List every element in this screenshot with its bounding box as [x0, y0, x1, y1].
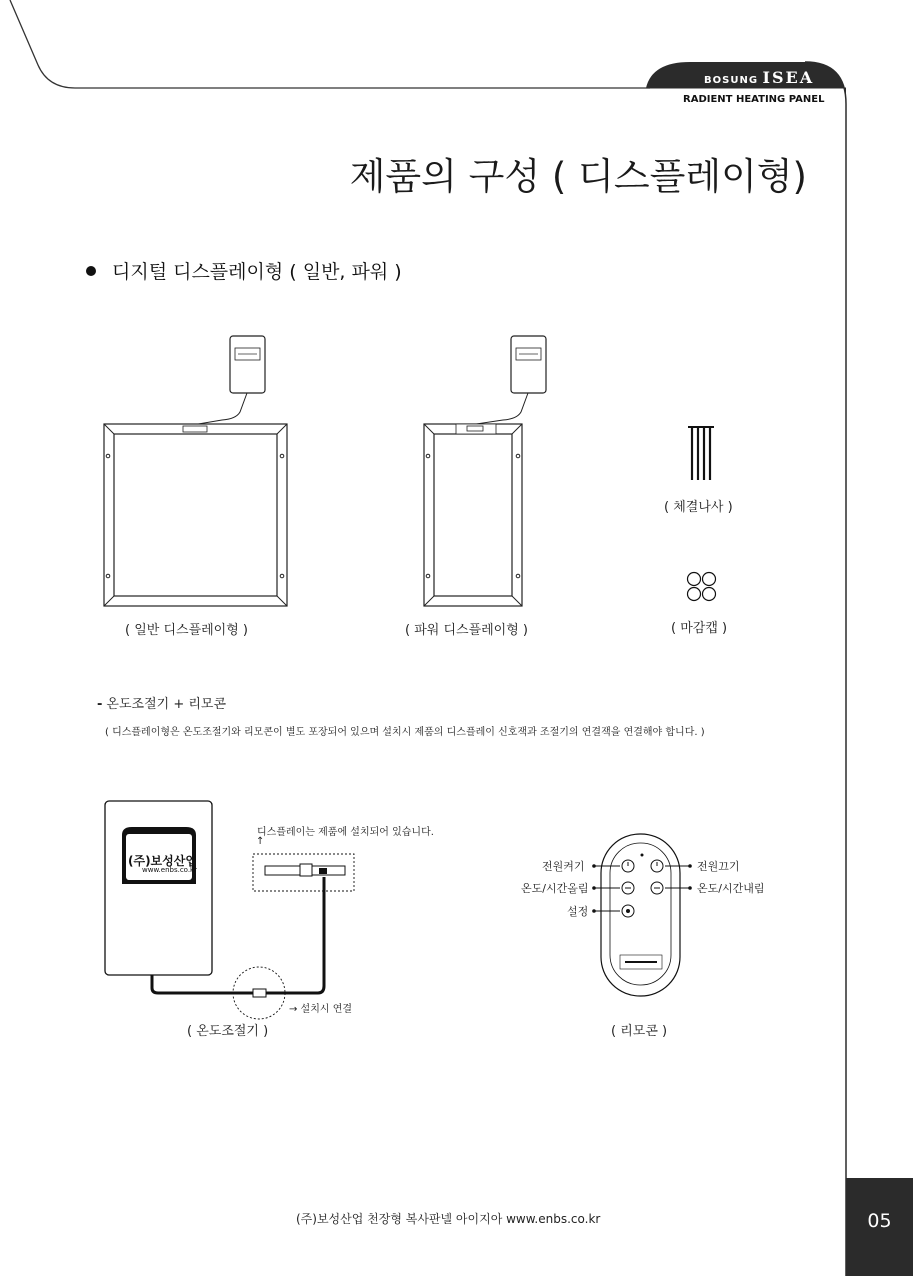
- display-arrow-icon: ↑: [256, 836, 265, 847]
- page-number: 05: [846, 1178, 913, 1276]
- remote-illustration: [592, 834, 692, 996]
- brand-name: ISEA: [762, 68, 815, 87]
- power-panel-caption: ( 파워 디스플레이형 ): [405, 623, 529, 638]
- remote-label-set: 설정: [567, 905, 589, 918]
- section-heading-text: 디지털 디스플레이형 ( 일반, 파워 ): [112, 261, 402, 283]
- brand-tagline: RADIENT HEATING PANEL: [683, 94, 825, 105]
- remote-label-temp-down: 온도/시간내림: [697, 882, 765, 895]
- controller-note: ( 디스플레이형은 온도조절기와 리모콘이 별도 포장되어 있으며 설치시 제품의 디스플레이 신호잭과 조절기의 연결잭을 연결해야 합니다. ): [105, 727, 705, 738]
- heading-dash: -: [97, 697, 103, 712]
- connect-note: → 설치시 연결: [289, 1004, 353, 1015]
- footer-text: (주)보성산업 천장형 복사판넬 아이지아 www.enbs.co.kr: [296, 1212, 601, 1226]
- remote-label-temp-up: 온도/시간올림: [521, 882, 589, 895]
- display-module-illustration: [253, 854, 354, 891]
- thermostat-logo-text: (주)보성산업: [128, 854, 197, 868]
- thermostat-illustration: [105, 801, 212, 975]
- caps-caption: ( 마감캡 ): [671, 621, 728, 636]
- remote-label-power-off: 전원끄기: [697, 860, 740, 873]
- thermostat-caption: ( 온도조절기 ): [187, 1024, 269, 1039]
- remote-caption: ( 리모콘 ): [611, 1024, 668, 1039]
- display-note: 디스플레이는 제품에 설치되어 있습니다.: [257, 827, 434, 838]
- general-panel-caption: ( 일반 디스플레이형 ): [125, 623, 249, 638]
- controller-heading-text: 온도조절기 + 리모콘: [106, 697, 227, 712]
- brand-company: BOSUNG: [704, 75, 759, 86]
- remote-label-power-on: 전원켜기: [542, 860, 585, 873]
- screws-caption: ( 체결나사 ): [664, 500, 733, 515]
- page-title: 제품의 구성 ( 디스플레이형): [349, 155, 807, 198]
- thermostat-logo-url: www.enbs.co.kr: [142, 866, 197, 874]
